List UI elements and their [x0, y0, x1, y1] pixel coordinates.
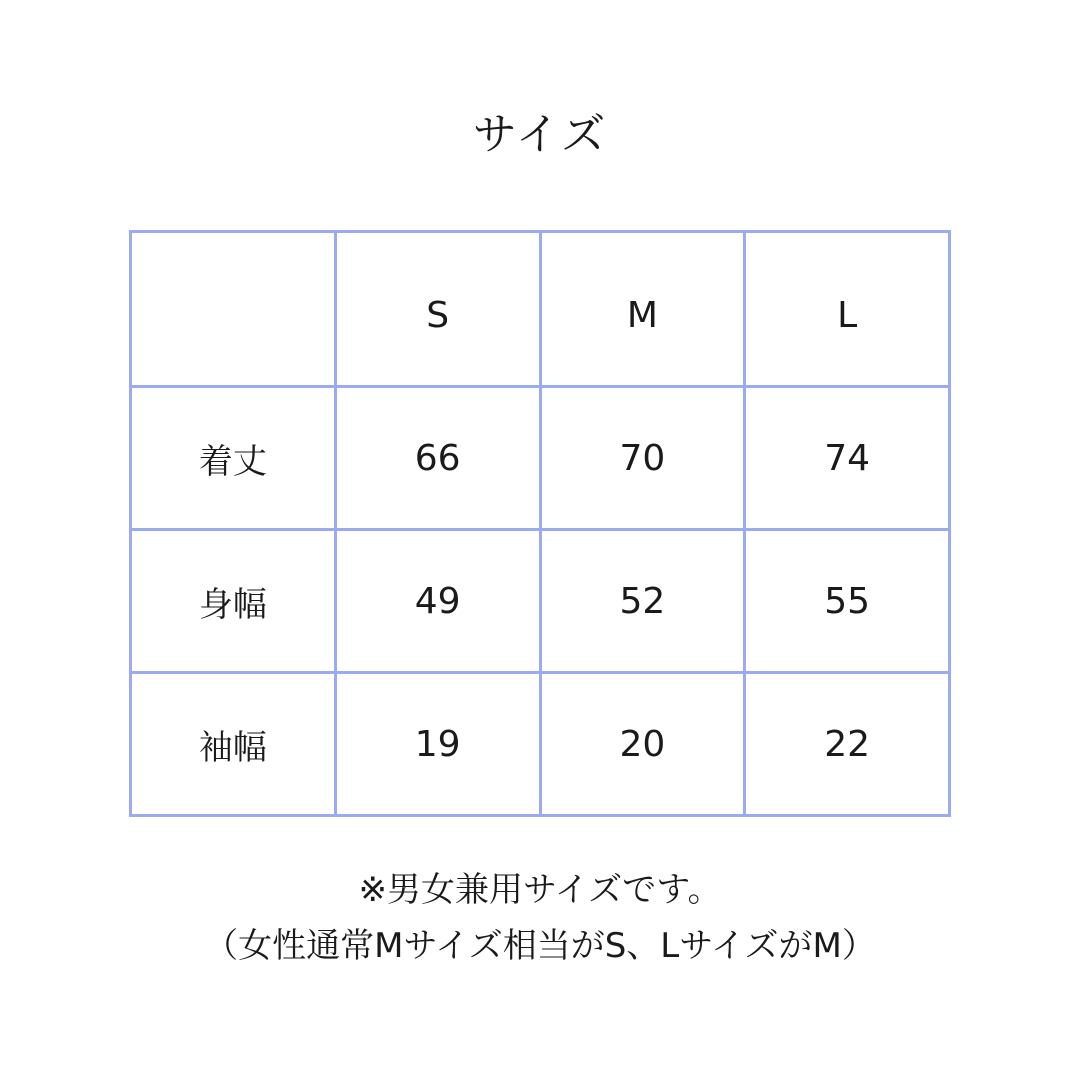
table-cell: 22: [745, 673, 950, 816]
table-cell: 19: [335, 673, 540, 816]
page-title: サイズ: [472, 109, 608, 160]
table-row: [131, 530, 950, 673]
table-cell: 74: [745, 387, 950, 530]
table-cell: 66: [335, 387, 540, 530]
table-cell: 55: [745, 530, 950, 673]
table-cell: 49: [335, 530, 540, 673]
table-row: [131, 387, 950, 530]
table-cell: 70: [540, 387, 745, 530]
note-equivalent: （女性通常Mサイズ相当がS、LサイズがM）: [204, 926, 876, 966]
table-cell: 20: [540, 673, 745, 816]
table-corner-cell: [131, 232, 336, 387]
table-row: [131, 673, 950, 816]
note-unisex: ※男女兼用サイズです。: [358, 870, 722, 910]
size-notes: [0, 862, 1080, 974]
column-header-l: L: [745, 232, 950, 387]
column-header-m: M: [540, 232, 745, 387]
size-table: [129, 230, 951, 817]
table-cell: 52: [540, 530, 745, 673]
row-label-width: 身幅: [131, 530, 336, 673]
column-header-s: S: [335, 232, 540, 387]
row-label-length: 着丈: [131, 387, 336, 530]
row-label-sleeve: 袖幅: [131, 673, 336, 816]
table-header-row: [131, 232, 950, 387]
